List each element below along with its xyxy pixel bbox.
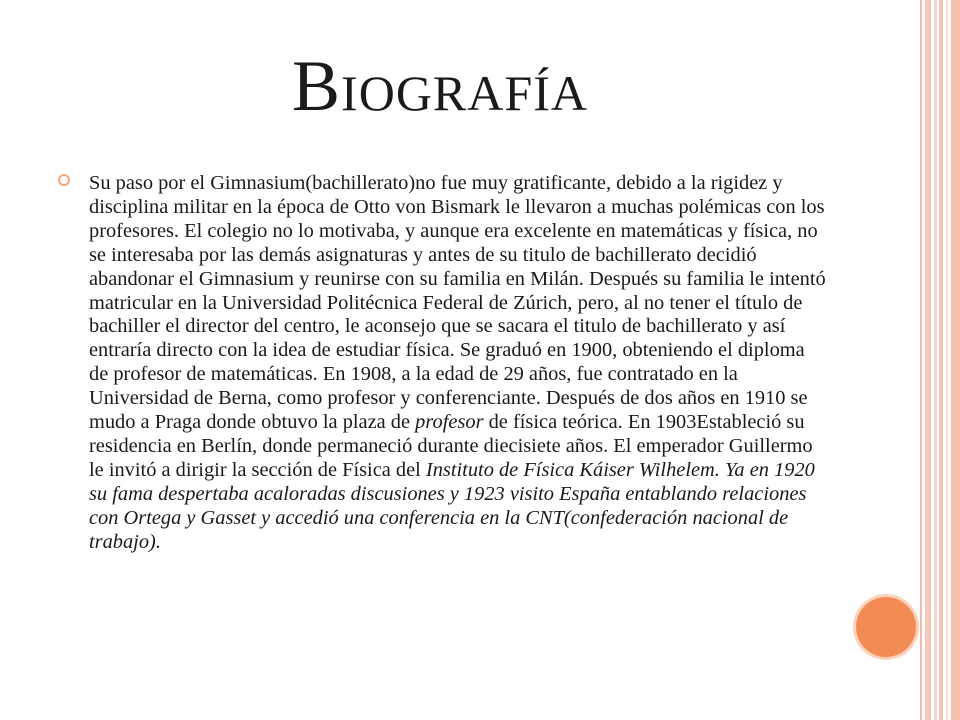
stripe [951,0,960,720]
paragraph-part: Su paso por el Gimnasium(bachillerato)no fue muy gratificante, debido a la rigidez y disciplina militar en la época de Otto von Bismark le llevaron a muchas polémicas con los profesores. El colegio no lo motivaba, y aunque era excelente en matemáticas y física, no se interesaba por las demás asignaturas y antes de su titulo de bachillerato decidió abandonar el Gimnasium y reunirse con su familia en Milán. Después su familia le intentó matricular en la Universidad Politécnica Federal de Zúrich, pero, al no tener el título de bachiller el director del centro, le aconsejo que se sacara el titulo de bachillerato y así entraría directo con la idea de estudiar física. Se graduó en 1900, obteniendo el diploma de profesor de matemáticas. En 1908, a la edad de 29 años, fue contratado en la Universidad de Berna, como profesor y conferenciante. Después de dos años en 1910 se mudo a Praga donde obtuvo la plaza de [89,172,826,434]
paragraph-part-italic: Instituto de Física Káiser Wilhelem. Ya en 1920 su fama despertaba acaloradas discusiones y 1923 visito España entablando relaciones con Ortega y Gasset y accedió una conferencia en la CNT(confederación nacional de trabajo). [89,458,815,553]
decorative-orange-circle [856,597,916,657]
stripe [939,0,943,720]
decorative-stripes [925,0,960,720]
slide-title: Biografía [292,46,588,126]
biography-paragraph [89,172,829,555]
bullet-circle-icon [58,174,70,186]
paragraph-part-italic: profesor [415,411,484,434]
stripe [925,0,931,720]
stripe [946,0,948,720]
paragraph-part: de física teórica. En 1903Estableció su residencia en Berlín, donde permaneció durante diecisiete años. El emperador Guillermo le invitó a dirigir la sección de Física del [89,411,813,481]
stripe [934,0,937,720]
